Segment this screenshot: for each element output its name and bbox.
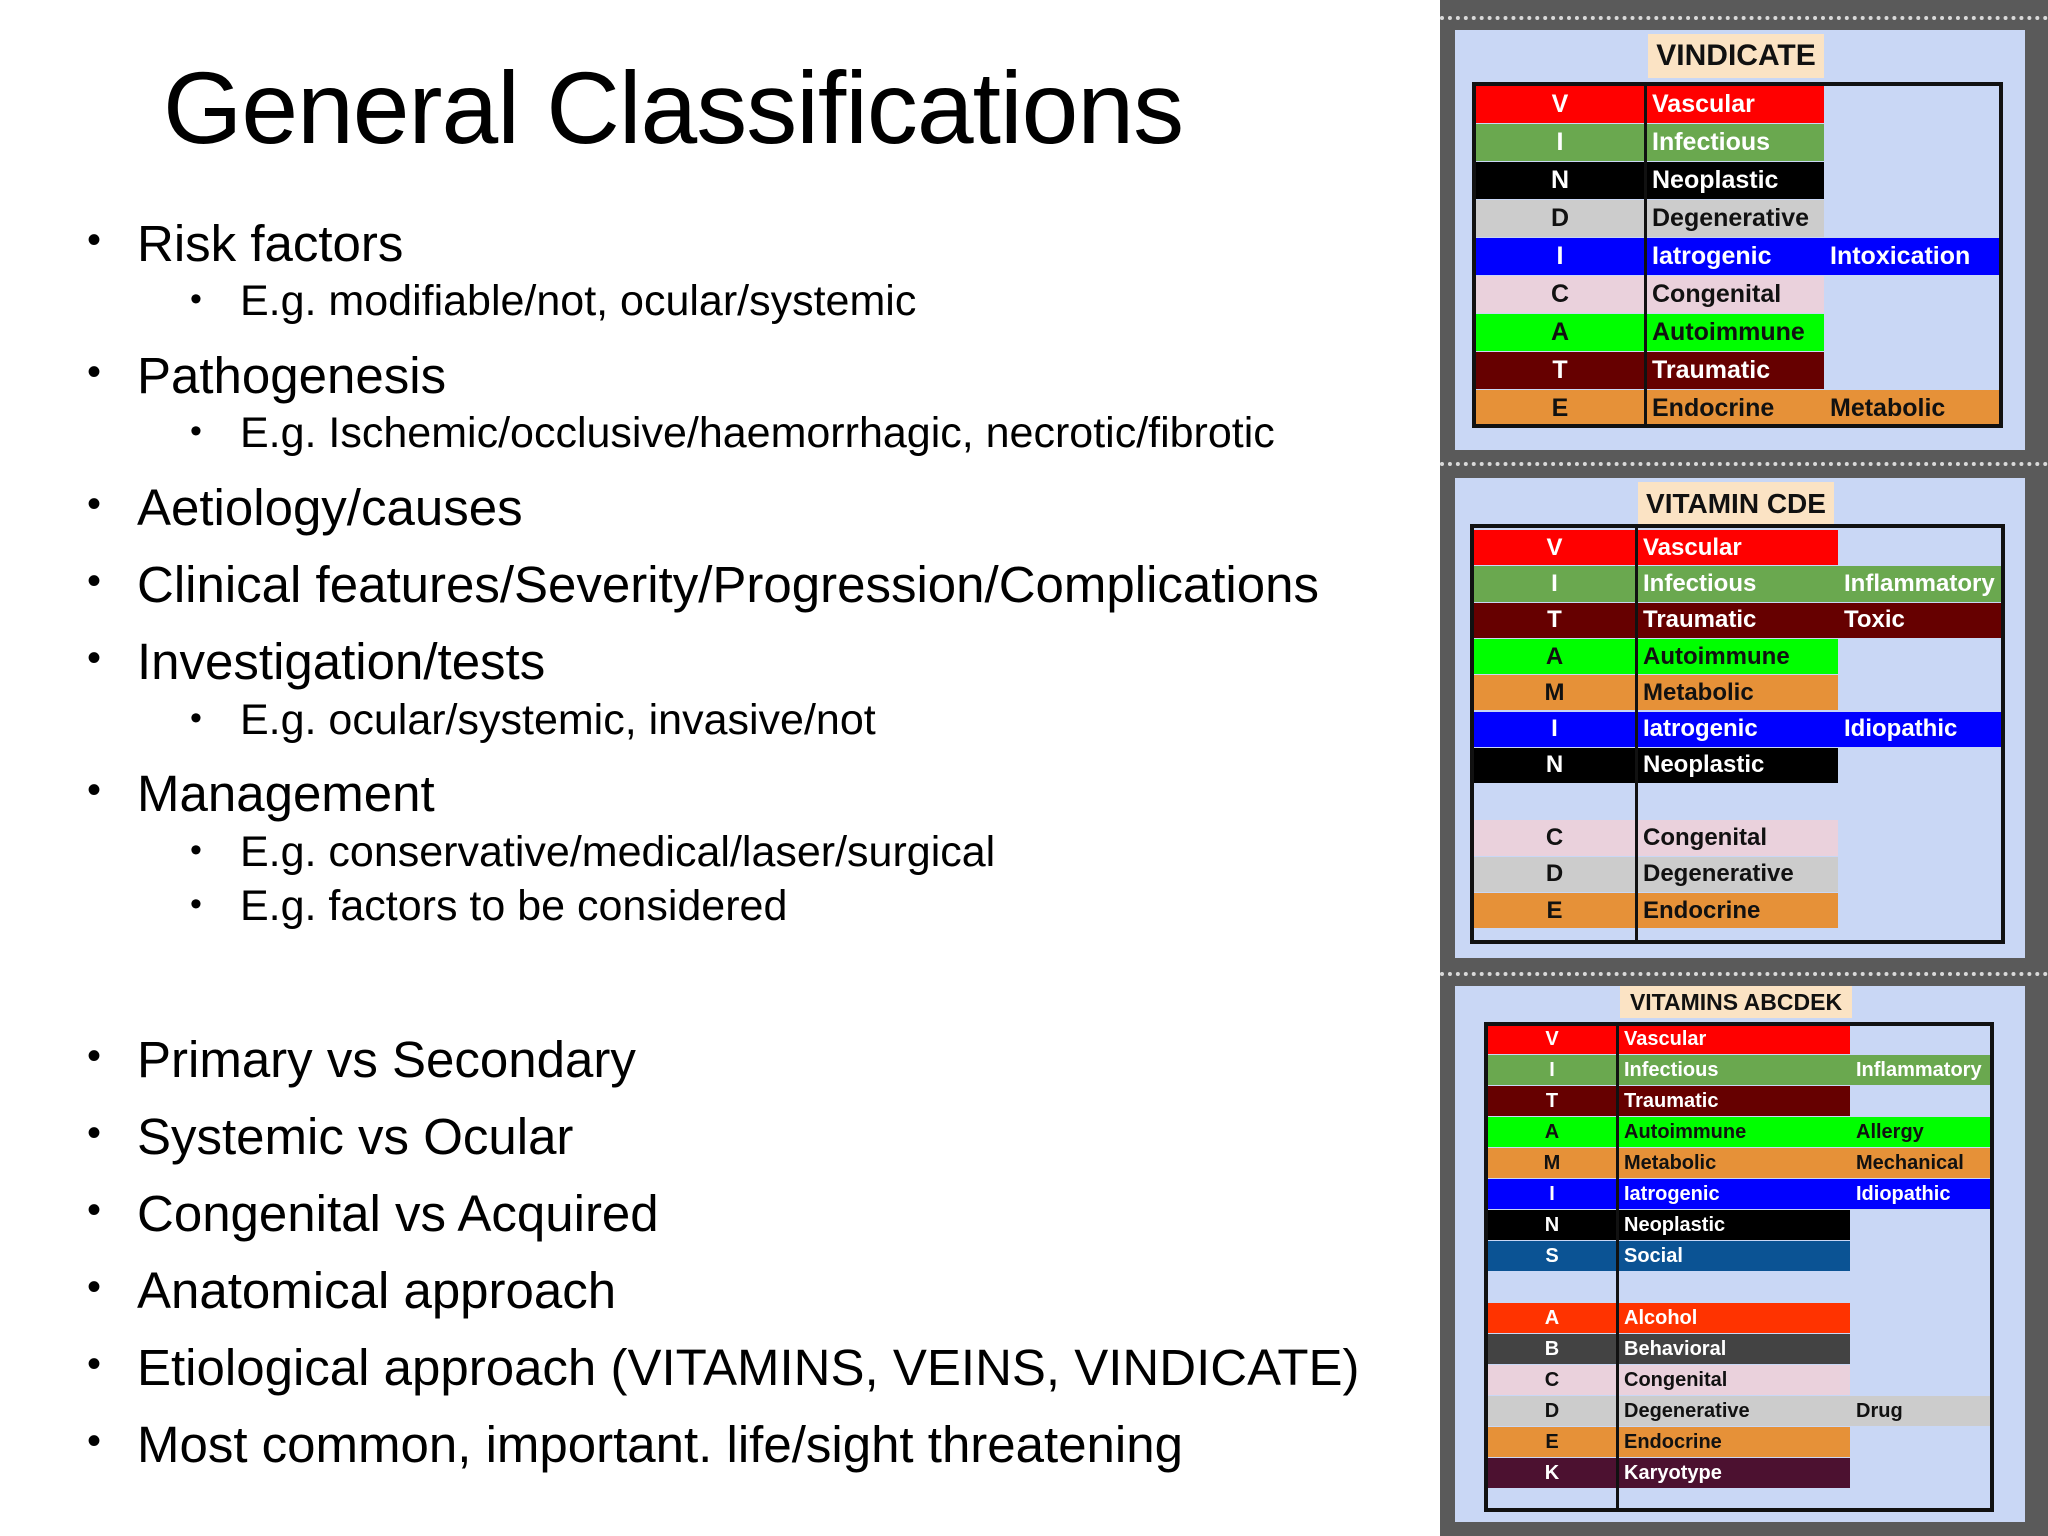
mnemonic-table bbox=[1472, 82, 2003, 428]
panel-separator bbox=[1440, 16, 2048, 20]
bullet-marker: • bbox=[87, 768, 102, 812]
mnemonic-term: Infectious bbox=[1646, 124, 1824, 161]
bullet-text: E.g. ocular/systemic, invasive/not bbox=[240, 696, 876, 744]
bullet-item bbox=[87, 633, 546, 690]
bullet-marker: • bbox=[87, 1342, 102, 1386]
mnemonic-letter: A bbox=[1488, 1117, 1616, 1147]
panel-separator bbox=[1440, 462, 2048, 466]
mnemonic-row bbox=[1472, 390, 2003, 427]
mnemonic-term: Karyotype bbox=[1618, 1458, 1850, 1488]
mnemonic-letter: N bbox=[1488, 1210, 1616, 1240]
mnemonic-row bbox=[1472, 238, 2003, 275]
mnemonic-table bbox=[1470, 524, 2005, 944]
mnemonic-term: Congenital bbox=[1637, 820, 1838, 855]
mnemonic-row bbox=[1472, 276, 2003, 313]
bullet-marker: • bbox=[87, 1265, 102, 1309]
mnemonic-row bbox=[1484, 1117, 1994, 1147]
bullet-text: Congenital vs Acquired bbox=[137, 1185, 659, 1242]
bullet-text: Most common, important. life/sight threatening bbox=[137, 1416, 1183, 1473]
mnemonic-term: Iatrogenic bbox=[1618, 1179, 1850, 1209]
bullet-marker: • bbox=[87, 1419, 102, 1463]
mnemonic-row bbox=[1472, 314, 2003, 351]
mnemonic-letter: A bbox=[1476, 314, 1644, 351]
mnemonic-term: Traumatic bbox=[1637, 603, 1838, 638]
mnemonic-letter: B bbox=[1488, 1334, 1616, 1364]
mnemonic-title: VITAMINS ABCDEK bbox=[1620, 986, 1852, 1018]
mnemonic-row bbox=[1470, 893, 2005, 928]
mnemonic-term: Endocrine bbox=[1646, 390, 1824, 427]
mnemonic-letter: C bbox=[1474, 820, 1635, 855]
mnemonic-letter: E bbox=[1488, 1427, 1616, 1457]
mnemonic-letter: D bbox=[1476, 200, 1644, 237]
bullet-marker: • bbox=[87, 218, 102, 262]
mnemonic-alt-term: Toxic bbox=[1838, 603, 2003, 638]
mnemonic-term bbox=[1637, 784, 1838, 819]
mnemonic-alt-term: Inflammatory bbox=[1838, 566, 2003, 601]
mnemonic-row bbox=[1484, 1024, 1994, 1054]
bullet-text: Clinical features/Severity/Progression/Complications bbox=[137, 556, 1319, 613]
mnemonic-row bbox=[1472, 124, 2003, 161]
bullet-marker: • bbox=[190, 699, 202, 737]
mnemonic-row bbox=[1484, 1334, 1994, 1364]
bullet-item bbox=[87, 1031, 636, 1088]
mnemonic-term: Infectious bbox=[1637, 566, 1838, 601]
mnemonic-row bbox=[1470, 530, 2005, 565]
slide-title: General Classifications bbox=[163, 51, 1184, 165]
mnemonic-term: Iatrogenic bbox=[1637, 712, 1838, 747]
mnemonic-letter: V bbox=[1488, 1024, 1616, 1054]
mnemonic-term: Traumatic bbox=[1618, 1086, 1850, 1116]
mnemonic-term: Vascular bbox=[1646, 86, 1824, 123]
bullet-marker: • bbox=[87, 1034, 102, 1078]
mnemonic-row bbox=[1484, 1241, 1994, 1271]
mnemonic-term: Autoimmune bbox=[1637, 639, 1838, 674]
mnemonic-letter: V bbox=[1476, 86, 1644, 123]
sub-bullet-item bbox=[190, 277, 917, 325]
mnemonic-term: Metabolic bbox=[1618, 1148, 1850, 1178]
mnemonic-table bbox=[1484, 1022, 1994, 1512]
mnemonic-term: Autoimmune bbox=[1646, 314, 1824, 351]
bullet-text: E.g. modifiable/not, ocular/systemic bbox=[240, 277, 917, 325]
mnemonic-row bbox=[1470, 675, 2005, 710]
mnemonic-term: Neoplastic bbox=[1618, 1210, 1850, 1240]
mnemonic-term bbox=[1618, 1272, 1850, 1302]
mnemonic-term: Neoplastic bbox=[1637, 748, 1838, 783]
mnemonic-letter: M bbox=[1474, 675, 1635, 710]
mnemonic-letter: C bbox=[1476, 276, 1644, 313]
mnemonic-title: VITAMIN CDE bbox=[1638, 482, 1834, 526]
mnemonic-term: Autoimmune bbox=[1618, 1117, 1850, 1147]
mnemonic-row bbox=[1470, 820, 2005, 855]
mnemonic-term: Endocrine bbox=[1618, 1427, 1850, 1457]
mnemonic-letter: D bbox=[1474, 857, 1635, 892]
mnemonic-term: Vascular bbox=[1637, 530, 1838, 565]
bullet-marker: • bbox=[87, 350, 102, 394]
bullet-text: Systemic vs Ocular bbox=[137, 1108, 574, 1165]
bullet-text: Investigation/tests bbox=[137, 633, 546, 690]
mnemonic-term: Congenital bbox=[1646, 276, 1824, 313]
mnemonic-term: Degenerative bbox=[1646, 200, 1824, 237]
mnemonic-row bbox=[1472, 162, 2003, 199]
mnemonic-term: Degenerative bbox=[1637, 857, 1838, 892]
panel-separator bbox=[1440, 972, 2048, 976]
mnemonic-term: Congenital bbox=[1618, 1365, 1850, 1395]
bullet-marker: • bbox=[190, 831, 202, 869]
bullet-text: Primary vs Secondary bbox=[137, 1031, 636, 1088]
bullet-item bbox=[87, 347, 447, 404]
mnemonic-letter: E bbox=[1474, 893, 1635, 928]
mnemonic-row bbox=[1470, 639, 2005, 674]
bullet-text: Anatomical approach bbox=[137, 1262, 617, 1319]
bullet-item bbox=[87, 1262, 617, 1319]
mnemonic-title: VINDICATE bbox=[1648, 34, 1824, 78]
mnemonic-letter: I bbox=[1488, 1179, 1616, 1209]
column-divider bbox=[1635, 524, 1638, 944]
mnemonic-letter: I bbox=[1476, 238, 1644, 275]
mnemonic-row bbox=[1484, 1210, 1994, 1240]
mnemonic-alt-term: Idiopathic bbox=[1838, 712, 2003, 747]
mnemonic-letter: C bbox=[1488, 1365, 1616, 1395]
mnemonic-alt-term: Metabolic bbox=[1824, 390, 1999, 427]
mnemonic-row bbox=[1484, 1272, 1994, 1302]
bullet-marker: • bbox=[190, 280, 202, 318]
mnemonic-row bbox=[1470, 712, 2005, 747]
bullet-text: Risk factors bbox=[137, 215, 404, 272]
bullet-item bbox=[87, 765, 435, 822]
mnemonic-term: Behavioral bbox=[1618, 1334, 1850, 1364]
bullet-item bbox=[87, 556, 1319, 613]
bullet-text: Pathogenesis bbox=[137, 347, 447, 404]
mnemonic-term: Endocrine bbox=[1637, 893, 1838, 928]
bullet-text: E.g. conservative/medical/laser/surgical bbox=[240, 828, 996, 876]
mnemonic-letter bbox=[1488, 1272, 1616, 1302]
mnemonic-row bbox=[1472, 200, 2003, 237]
mnemonic-letter: A bbox=[1474, 639, 1635, 674]
mnemonic-term: Degenerative bbox=[1618, 1396, 1850, 1426]
bullet-marker: • bbox=[87, 636, 102, 680]
bullet-marker: • bbox=[87, 1111, 102, 1155]
bullet-marker: • bbox=[87, 559, 102, 603]
mnemonic-alt-term: Inflammatory bbox=[1850, 1055, 1994, 1085]
mnemonic-term: Vascular bbox=[1618, 1024, 1850, 1054]
mnemonic-letter: T bbox=[1488, 1086, 1616, 1116]
sub-bullet-item bbox=[190, 882, 788, 930]
bullet-marker: • bbox=[87, 482, 102, 526]
mnemonic-alt-term: Allergy bbox=[1850, 1117, 1994, 1147]
mnemonic-letter bbox=[1474, 784, 1635, 819]
mnemonic-letter: I bbox=[1488, 1055, 1616, 1085]
mnemonic-term: Traumatic bbox=[1646, 352, 1824, 389]
bullet-item bbox=[87, 1185, 659, 1242]
bullet-item bbox=[87, 1108, 574, 1165]
mnemonic-alt-term: Drug bbox=[1850, 1396, 1994, 1426]
mnemonic-alt-term: Intoxication bbox=[1824, 238, 1999, 275]
bullet-marker: • bbox=[87, 1188, 102, 1232]
bullet-marker: • bbox=[190, 412, 202, 450]
bullet-item bbox=[87, 1416, 1183, 1473]
mnemonic-row bbox=[1470, 784, 2005, 819]
mnemonic-row bbox=[1484, 1427, 1994, 1457]
mnemonic-row bbox=[1484, 1365, 1994, 1395]
mnemonic-row bbox=[1484, 1303, 1994, 1333]
mnemonic-letter: I bbox=[1476, 124, 1644, 161]
mnemonic-letter: D bbox=[1488, 1396, 1616, 1426]
bullet-text: E.g. factors to be considered bbox=[240, 882, 788, 930]
mnemonic-row bbox=[1484, 1396, 1994, 1426]
mnemonic-letter: A bbox=[1488, 1303, 1616, 1333]
mnemonic-term: Iatrogenic bbox=[1646, 238, 1824, 275]
mnemonic-letter: T bbox=[1474, 603, 1635, 638]
mnemonic-row bbox=[1470, 603, 2005, 638]
mnemonic-row bbox=[1484, 1055, 1994, 1085]
mnemonic-letter: I bbox=[1474, 712, 1635, 747]
column-divider bbox=[1644, 82, 1647, 428]
bullet-marker: • bbox=[190, 885, 202, 923]
column-divider bbox=[1616, 1022, 1619, 1512]
sub-bullet-item bbox=[190, 828, 996, 876]
mnemonic-alt-term: Idiopathic bbox=[1850, 1179, 1994, 1209]
mnemonic-term: Neoplastic bbox=[1646, 162, 1824, 199]
mnemonic-row bbox=[1484, 1458, 1994, 1488]
sub-bullet-item bbox=[190, 409, 1275, 457]
bullet-item bbox=[87, 215, 404, 272]
mnemonic-letter: V bbox=[1474, 530, 1635, 565]
mnemonic-letter: S bbox=[1488, 1241, 1616, 1271]
mnemonic-letter: I bbox=[1474, 566, 1635, 601]
mnemonic-alt-term: Mechanical bbox=[1850, 1148, 1994, 1178]
mnemonic-term: Social bbox=[1618, 1241, 1850, 1271]
mnemonic-row bbox=[1470, 857, 2005, 892]
mnemonic-letter: M bbox=[1488, 1148, 1616, 1178]
mnemonic-row bbox=[1470, 566, 2005, 601]
mnemonic-term: Metabolic bbox=[1637, 675, 1838, 710]
sub-bullet-item bbox=[190, 696, 876, 744]
mnemonic-row bbox=[1472, 86, 2003, 123]
mnemonic-letter: E bbox=[1476, 390, 1644, 427]
mnemonic-letter: T bbox=[1476, 352, 1644, 389]
bullet-item bbox=[87, 479, 523, 536]
bullet-text: Aetiology/causes bbox=[137, 479, 523, 536]
bullet-text: Management bbox=[137, 765, 435, 822]
mnemonic-term: Infectious bbox=[1618, 1055, 1850, 1085]
mnemonic-row bbox=[1484, 1148, 1994, 1178]
bullet-text: Etiological approach (VITAMINS, VEINS, VINDICATE) bbox=[137, 1339, 1360, 1396]
mnemonic-row bbox=[1484, 1086, 1994, 1116]
bullet-text: E.g. Ischemic/occlusive/haemorrhagic, necrotic/fibrotic bbox=[240, 409, 1275, 457]
bullet-item bbox=[87, 1339, 1360, 1396]
mnemonic-term: Alcohol bbox=[1618, 1303, 1850, 1333]
mnemonic-letter: N bbox=[1476, 162, 1644, 199]
mnemonic-row bbox=[1470, 748, 2005, 783]
mnemonic-letter: K bbox=[1488, 1458, 1616, 1488]
mnemonic-row bbox=[1484, 1179, 1994, 1209]
mnemonic-row bbox=[1472, 352, 2003, 389]
mnemonic-letter: N bbox=[1474, 748, 1635, 783]
